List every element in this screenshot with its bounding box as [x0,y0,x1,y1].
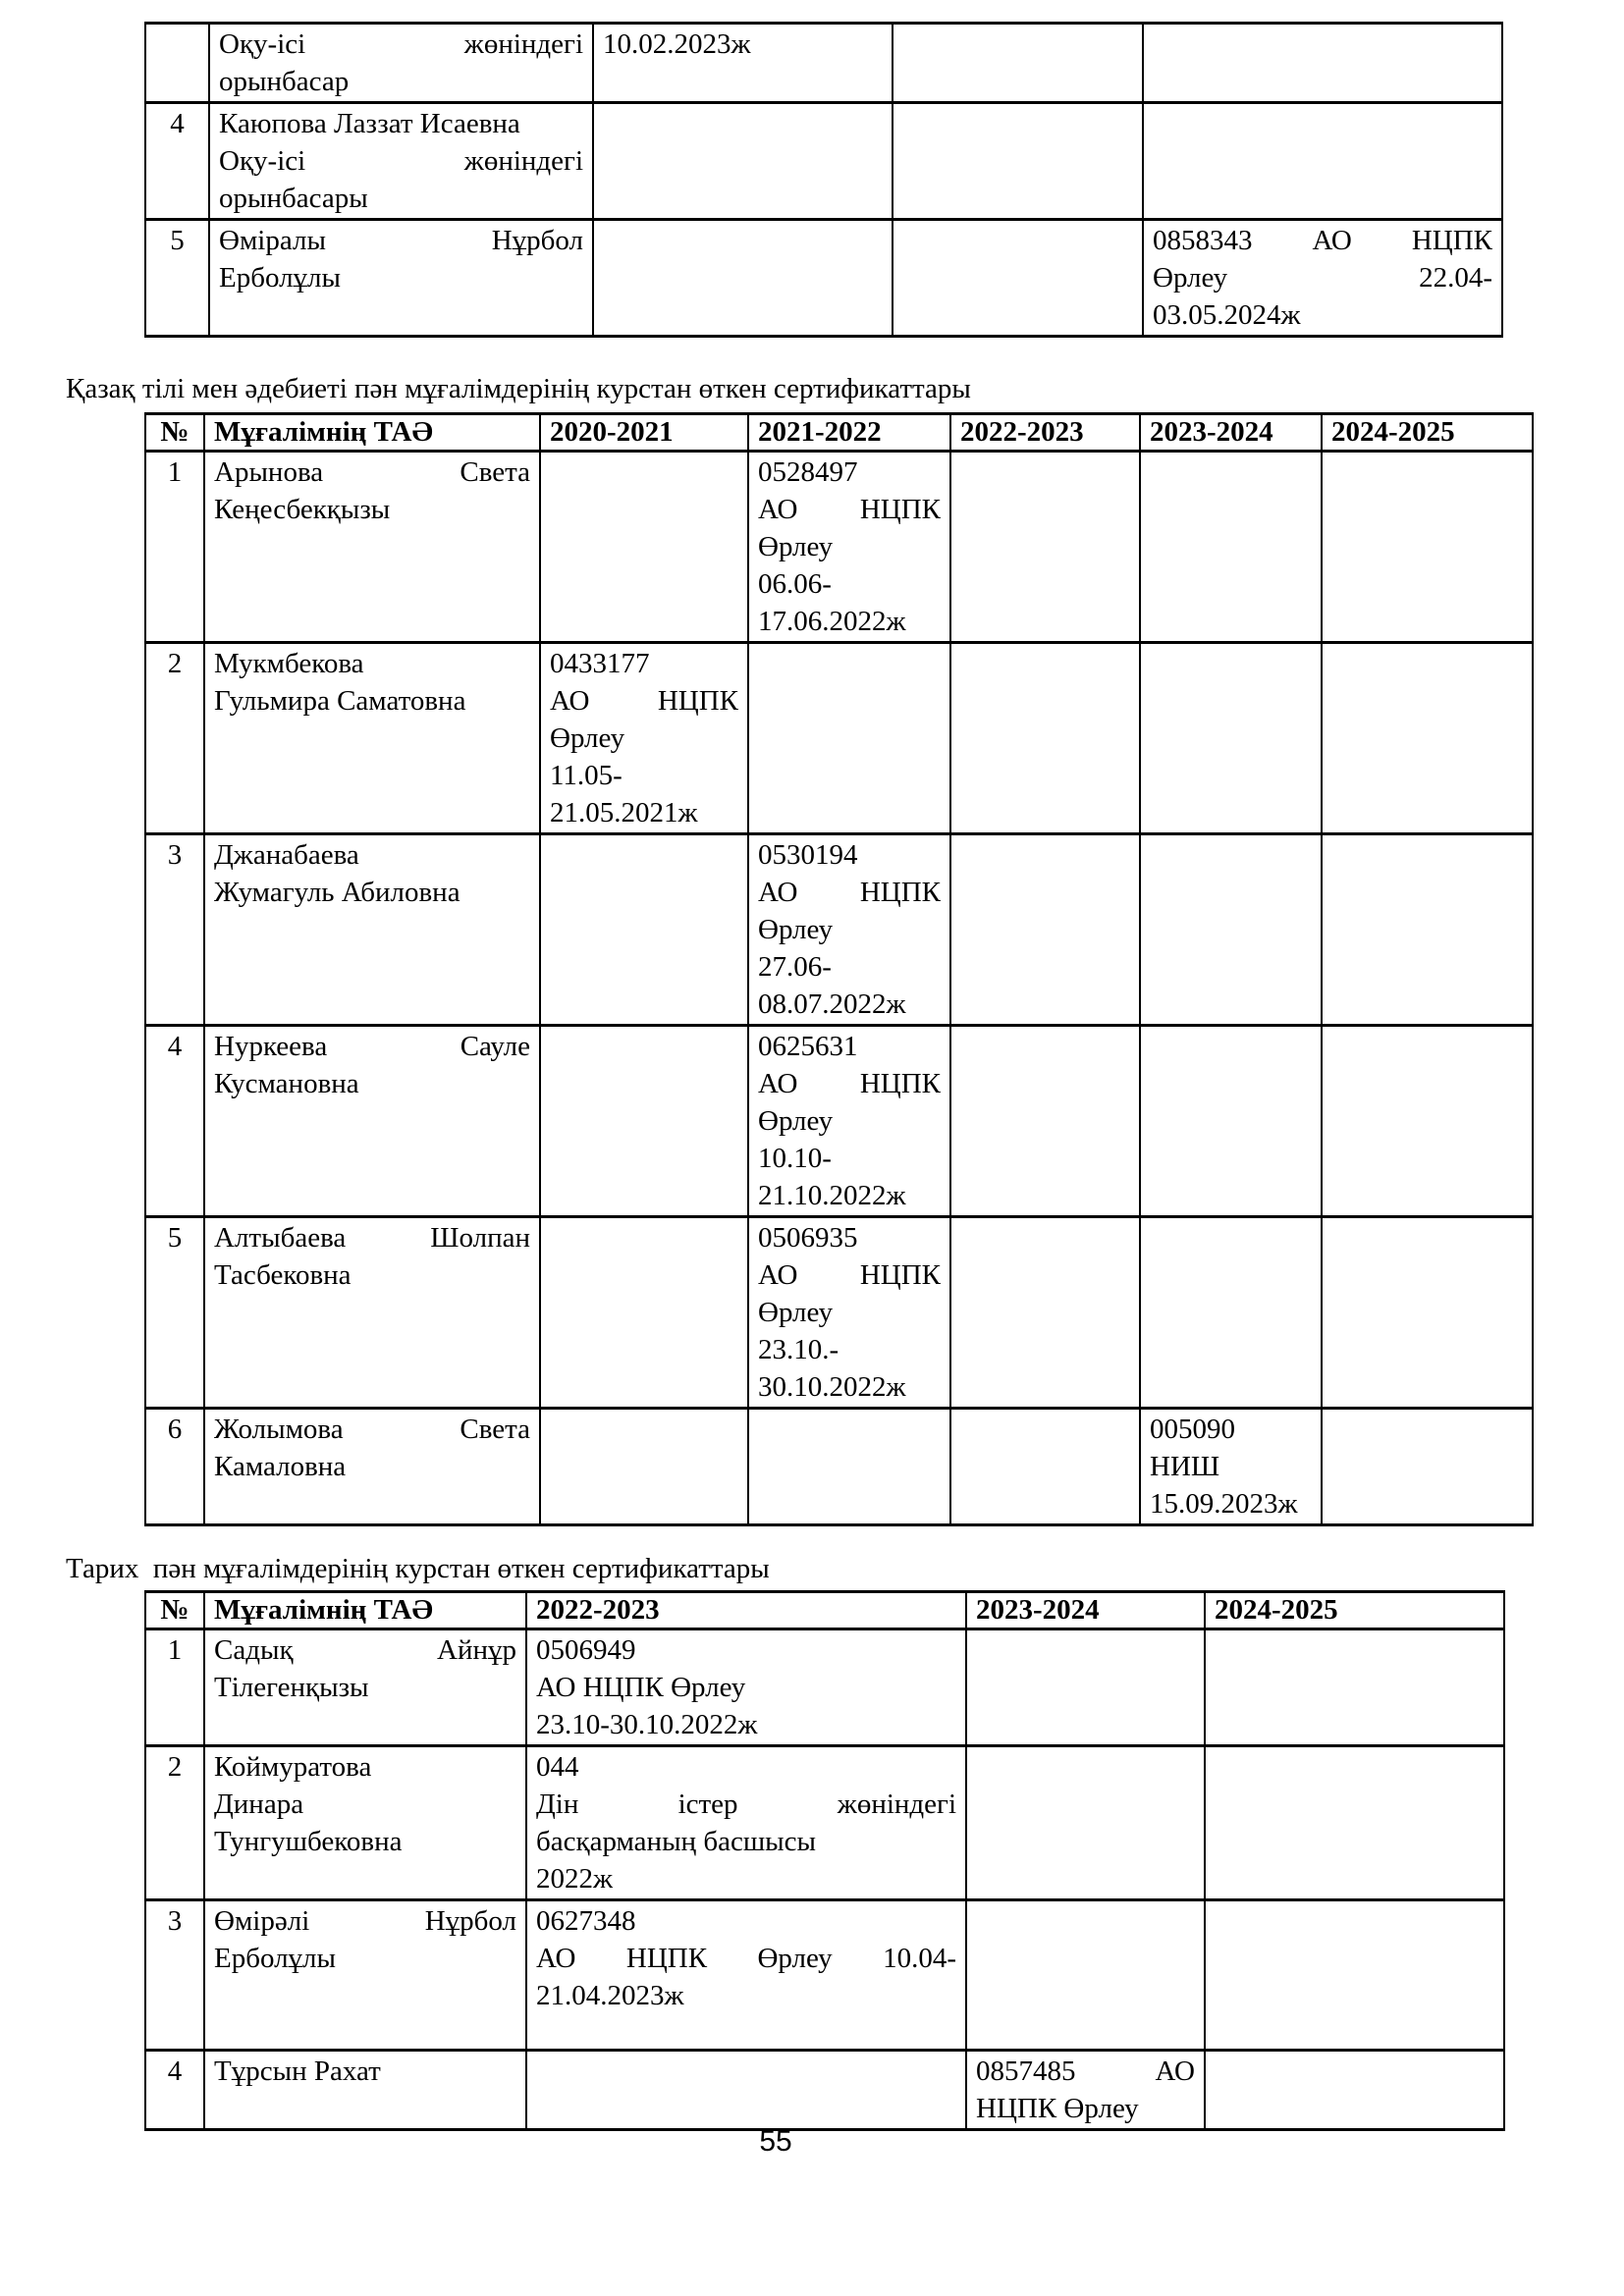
cell-text-line: 2 [167,1751,183,1783]
column-header: 2022-2023 [950,414,1140,452]
table-cell [204,1900,526,2051]
table-row [145,2051,1504,2130]
table-cell [145,1629,204,1746]
cell-text-line: 1 [167,456,183,488]
cell-text-line: 0625631 [758,1031,858,1062]
cell-text-line: 0627348 [536,1905,636,1937]
table-cell [1143,220,1502,337]
kazakh-certificates-table [144,412,1534,1526]
table-cell [1205,1629,1504,1746]
cell-text-line: Коймуратова [214,1751,372,1783]
table-cell [145,2051,204,2130]
cell-text-line: 08.07.2022ж [758,988,906,1020]
table-cell [893,24,1143,103]
cell-text-line: 0857485 АО [976,2056,1195,2087]
cell-text-line: 0858343 АО НЦПК [1153,225,1492,256]
cell-text-line: Өрлеу 22.04- [1153,262,1492,294]
table-cell [748,1409,950,1525]
table-cell [950,1217,1140,1409]
table-cell [526,2051,966,2130]
table-row [145,1746,1504,1900]
cell-text-line: 15.09.2023ж [1150,1488,1298,1520]
cell-text-line: Дін істер жөніндегі [536,1789,956,1820]
table-cell [748,452,950,643]
cell-text-line: 21.05.2021ж [550,797,698,828]
table-cell [1140,452,1322,643]
column-header: Мұғалімнің ТАӘ [204,414,540,452]
table-cell [1322,452,1533,643]
table-cell [145,643,204,834]
table-cell [1143,103,1502,220]
table-row [145,643,1533,834]
table-cell [950,1409,1140,1525]
cell-text-line: Каюпова Лаззат Исаевна [219,108,520,139]
table-cell [950,452,1140,643]
cell-text-line: 3 [167,839,183,871]
table-cell [950,1026,1140,1217]
cell-text-line: Жолымова Света [214,1414,530,1445]
table-cell [204,1629,526,1746]
cell-text-line: 11.05- [550,760,623,791]
cell-text-line: АО НЦПК [758,1068,941,1099]
table-cell [1205,1746,1504,1900]
column-header: 2022-2023 [526,1592,966,1629]
table-cell [1140,643,1322,834]
header-row [145,414,1533,452]
table-cell [526,1900,966,2051]
table-cell [966,2051,1205,2130]
cell-text-line: Оқу-ісі жөніндегі [219,145,583,177]
cell-text-line: Джанабаева [214,839,359,871]
column-header: 2020-2021 [540,414,748,452]
table-cell [1140,1217,1322,1409]
cell-text-line: 4 [167,1031,183,1062]
cell-text-line: 27.06- [758,951,832,983]
table-row [145,1026,1533,1217]
cell-text-line: Нуркеева Сауле [214,1031,530,1062]
cell-text-line: Өміралы Нұрбол [219,225,583,256]
table-cell [209,24,593,103]
table-cell [526,1746,966,1900]
cell-text-line: 044 [536,1751,579,1783]
table-cell [966,1746,1205,1900]
cell-text-line: Тунгушбековна [214,1826,403,1857]
cell-text-line: 06.06- [758,568,832,600]
table-cell [1322,643,1533,834]
kazakh-section-heading: Қазақ тілі мен әдебиеті пән мұғалімдерінің курстан өткен сертификаттары [66,373,971,404]
table-cell [950,643,1140,834]
table-cell [145,1409,204,1525]
table-cell [204,2051,526,2130]
cell-text-line: орынбасар [219,66,350,97]
table-cell [204,643,540,834]
table-row [145,103,1502,220]
history-section-heading: Тарих пән мұғалімдерінің курстан өткен сертификаттары [66,1553,770,1584]
cell-text-line: 0506935 [758,1222,858,1254]
column-header: 2024-2025 [1322,414,1533,452]
table-cell [1322,1409,1533,1525]
cell-text-line: АО НЦПК [550,685,738,717]
table-cell [748,834,950,1026]
cell-text-line: 10.10- [758,1143,832,1174]
table-cell [748,1026,950,1217]
page-number: 55 [759,2125,792,2158]
column-header: 2024-2025 [1205,1592,1504,1629]
table-cell [204,1409,540,1525]
cell-text-line: 0506949 [536,1634,636,1666]
cell-text-line: Өрлеу [758,1105,834,1137]
table-cell [540,1026,748,1217]
table-cell [145,1217,204,1409]
table-cell [966,1900,1205,2051]
cell-text-line: 6 [167,1414,183,1445]
cell-text-line: 5 [167,1222,183,1254]
header-row [145,1592,1504,1629]
cell-text-line: 10.02.2023ж [603,28,751,60]
table-cell [209,103,593,220]
table-cell [540,643,748,834]
cell-text-line: НЦПК Өрлеу [976,2093,1139,2124]
table-cell [204,1026,540,1217]
column-header: Мұғалімнің ТАӘ [204,1592,526,1629]
cell-text-line: 23.10-30.10.2022ж [536,1709,758,1740]
table-cell [204,834,540,1026]
table-cell [145,452,204,643]
cell-text-line: орынбасары [219,183,368,214]
table-cell [145,834,204,1026]
table-cell [1322,1217,1533,1409]
cell-text-line: 23.10.- [758,1334,839,1365]
table-cell [145,1026,204,1217]
cell-text-line: 0530194 [758,839,858,871]
table-row [145,452,1533,643]
cell-text-line: 21.04.2023ж [536,1980,684,2011]
table-cell [540,1217,748,1409]
cell-text-line: Тасбековна [214,1259,352,1291]
cell-text-line: Кусмановна [214,1068,359,1099]
table-cell [204,1217,540,1409]
table-cell [204,452,540,643]
cell-text-line: Өмірәлі Нұрбол [214,1905,516,1937]
table-cell [145,103,209,220]
table-cell [145,1900,204,2051]
table-cell [1205,2051,1504,2130]
previous-section-certificates-table-continued [144,22,1503,338]
cell-text-line: басқарманың басшысы [536,1826,816,1857]
cell-text-line: АО НЦПК Өрлеу 10.04- [536,1943,956,1974]
table-cell [1322,1026,1533,1217]
cell-text-line: Өрлеу [758,531,834,562]
cell-text-line: Жумагуль Абиловна [214,877,460,908]
cell-text-line: Тұрсын Рахат [214,2056,381,2087]
cell-text-line: АО НЦПК [758,877,941,908]
table-cell [593,103,893,220]
cell-text-line: Кеңесбекқызы [214,494,391,525]
cell-text-line: 4 [167,2056,183,2087]
cell-text-line: Өрлеу [758,914,834,945]
cell-text-line: Динара [214,1789,304,1820]
table-row [145,220,1502,337]
table-cell [748,643,950,834]
cell-text-line: НИШ [1150,1451,1220,1482]
table-cell [145,1746,204,1900]
cell-text-line: АО НЦПК [758,494,941,525]
table-cell [593,220,893,337]
cell-text-line: 1 [167,1634,183,1666]
table-row [145,1629,1504,1746]
cell-text-line: 17.06.2022ж [758,606,906,637]
table-cell [540,1409,748,1525]
cell-text-line: Садық Айнұр [214,1634,516,1666]
column-header: № [145,414,204,452]
table-cell [540,834,748,1026]
cell-text-line: Өрлеу [758,1297,834,1328]
cell-text-line: 4 [170,108,185,139]
table-cell [1322,834,1533,1026]
cell-text-line: АО НЦПК Өрлеу [536,1672,746,1703]
cell-text-line: Ерболұлы [219,262,342,294]
cell-text-line: 3 [167,1905,183,1937]
table-cell [1140,1409,1322,1525]
table-row [145,1217,1533,1409]
table-row [145,1409,1533,1525]
cell-text-line: Гульмира Саматовна [214,685,466,717]
cell-text-line: Тілегенқызы [214,1672,369,1703]
table-cell [145,220,209,337]
table-cell [526,1629,966,1746]
table-cell [593,24,893,103]
history-certificates-table [144,1590,1505,2131]
column-header: № [145,1592,204,1629]
table-row [145,1900,1504,2051]
table-cell [145,24,209,103]
column-header: 2021-2022 [748,414,950,452]
cell-text-line: Оқу-ісі жөніндегі [219,28,583,60]
table-cell [1140,1026,1322,1217]
cell-text-line: Арынова Света [214,456,530,488]
cell-text-line: Өрлеу [550,722,625,754]
cell-text-line: Ерболұлы [214,1943,337,1974]
table-cell [893,103,1143,220]
table-row [145,834,1533,1026]
cell-text-line: 005090 [1150,1414,1235,1445]
cell-text-line: 0528497 [758,456,858,488]
cell-text-line: 30.10.2022ж [758,1371,906,1403]
table-cell [209,220,593,337]
cell-text-line: Камаловна [214,1451,347,1482]
cell-text-line: АО НЦПК [758,1259,941,1291]
table-cell [966,1629,1205,1746]
column-header: 2023-2024 [966,1592,1205,1629]
cell-text-line: Мукмбекова [214,648,364,679]
cell-text-line: Алтыбаева Шолпан [214,1222,530,1254]
table-cell [540,452,748,643]
table-cell [748,1217,950,1409]
cell-text-line: 21.10.2022ж [758,1180,906,1211]
table-cell [1140,834,1322,1026]
cell-text-line: 5 [170,225,185,256]
table-row [145,24,1502,103]
table-cell [1143,24,1502,103]
table-cell [950,834,1140,1026]
cell-text-line: 0433177 [550,648,650,679]
cell-text-line: 2 [167,648,183,679]
column-header: 2023-2024 [1140,414,1322,452]
table-cell [893,220,1143,337]
cell-text-line: 2022ж [536,1863,614,1895]
table-cell [204,1746,526,1900]
table-cell [1205,1900,1504,2051]
cell-text-line: 03.05.2024ж [1153,299,1301,331]
